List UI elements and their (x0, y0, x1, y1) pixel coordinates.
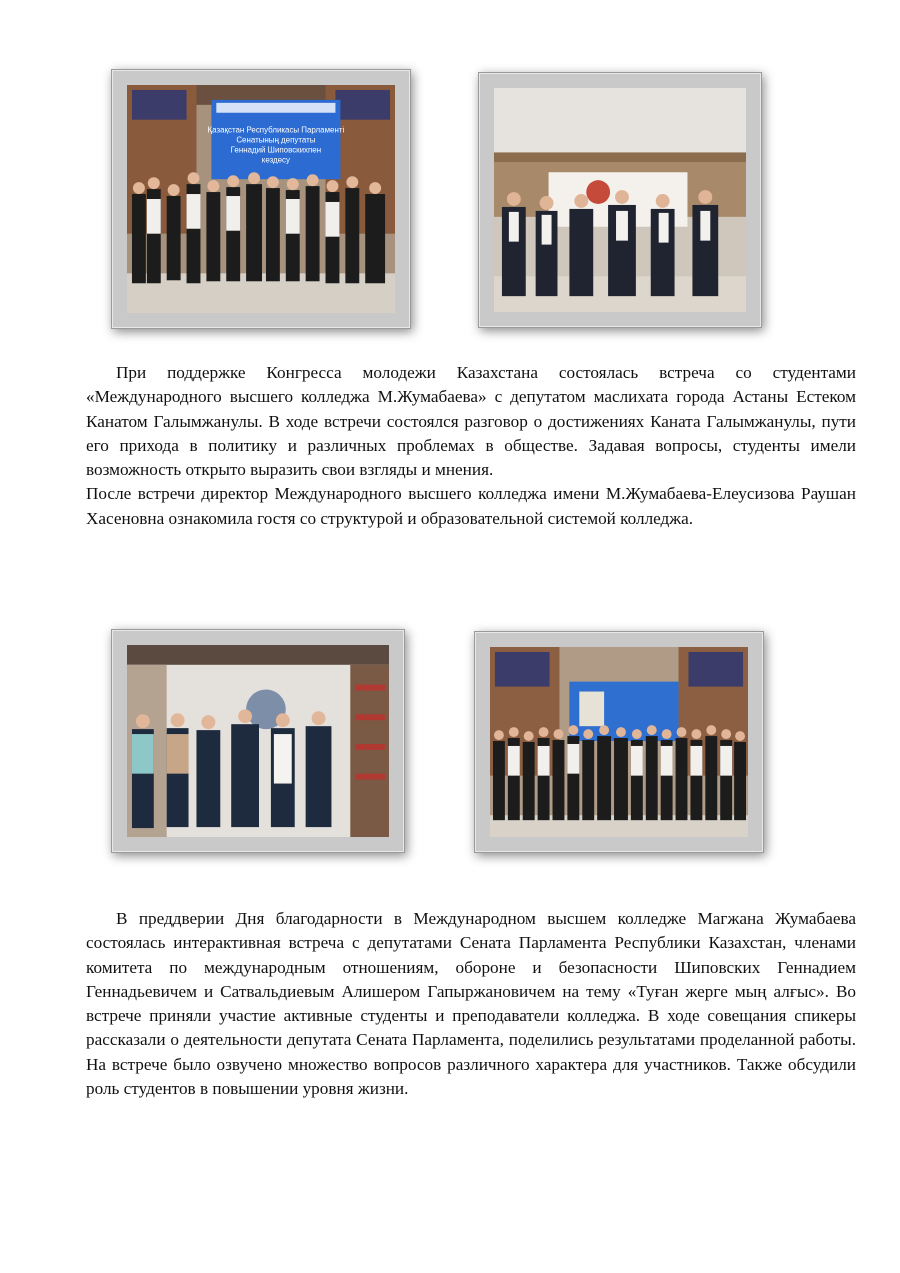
paragraph-congress-meeting: При поддержке Конгресса молодежи Казахстана состоялась встреча со студентами «Международного высшего колледжа М.Жумабаева» с депутатом маслихата города Астаны Естеком Канатом Галымжанулы. В ходе встречи состоялся разговор о достижениях Каната Галымжанулы, пути его прихода в политику и различных проблемах в обществе. Задавая вопросы, студенты имели возможность открыто выразить свои взгляды и мнения. (86, 363, 856, 480)
photo-hall-group (490, 647, 748, 837)
photo-group-with-screen (127, 85, 395, 313)
screen-line-1: Қазақстан Республикасы Парламенті (207, 125, 345, 135)
screen-line-4: кездесу (261, 155, 290, 165)
photo-frame-2 (478, 72, 762, 328)
text-block-1 (86, 361, 856, 531)
photo-frame-1 (111, 69, 411, 329)
paragraph-director-tour: После встречи директор Международного высшего колледжа имени М.Жумабаева-Елеусизова Раушан Хасеновна ознакомила гостя со структурой и образовательной системой колледжа. (86, 484, 856, 528)
photo-library-group (127, 645, 389, 837)
paragraph-senate-meeting: В преддверии Дня благодарности в Международном высшем колледже Магжана Жумабаева состоялась интерактивная встреча с депутатами Сената Парламента Республики Казахстан, членами комитета по международным отношениям, обороне и безопасности Шиповских Геннадием Геннадьевичем и Сатвальдиевым Алишером Гапыржановичем на тему «Туған жерге мың алғыс». Во встрече приняли участие активные студенты и преподаватели колледжа. В ходе совещания спикеры рассказали о деятельности депутата Сената Парламента, поделились результатами проделанной работы. На встрече было озвучено множество вопросов различного характера для участников. Также обсудили роль студентов в повышении уровня жизни. (86, 909, 856, 1099)
photo-small-group-banner (494, 88, 746, 312)
photo-frame-4 (474, 631, 764, 853)
text-block-2 (86, 907, 856, 1101)
photo-frame-3 (111, 629, 405, 853)
screen-line-2: Сенатының депутаты (236, 135, 316, 145)
screen-line-3: Геннадий Шиповскихпен (230, 145, 322, 155)
